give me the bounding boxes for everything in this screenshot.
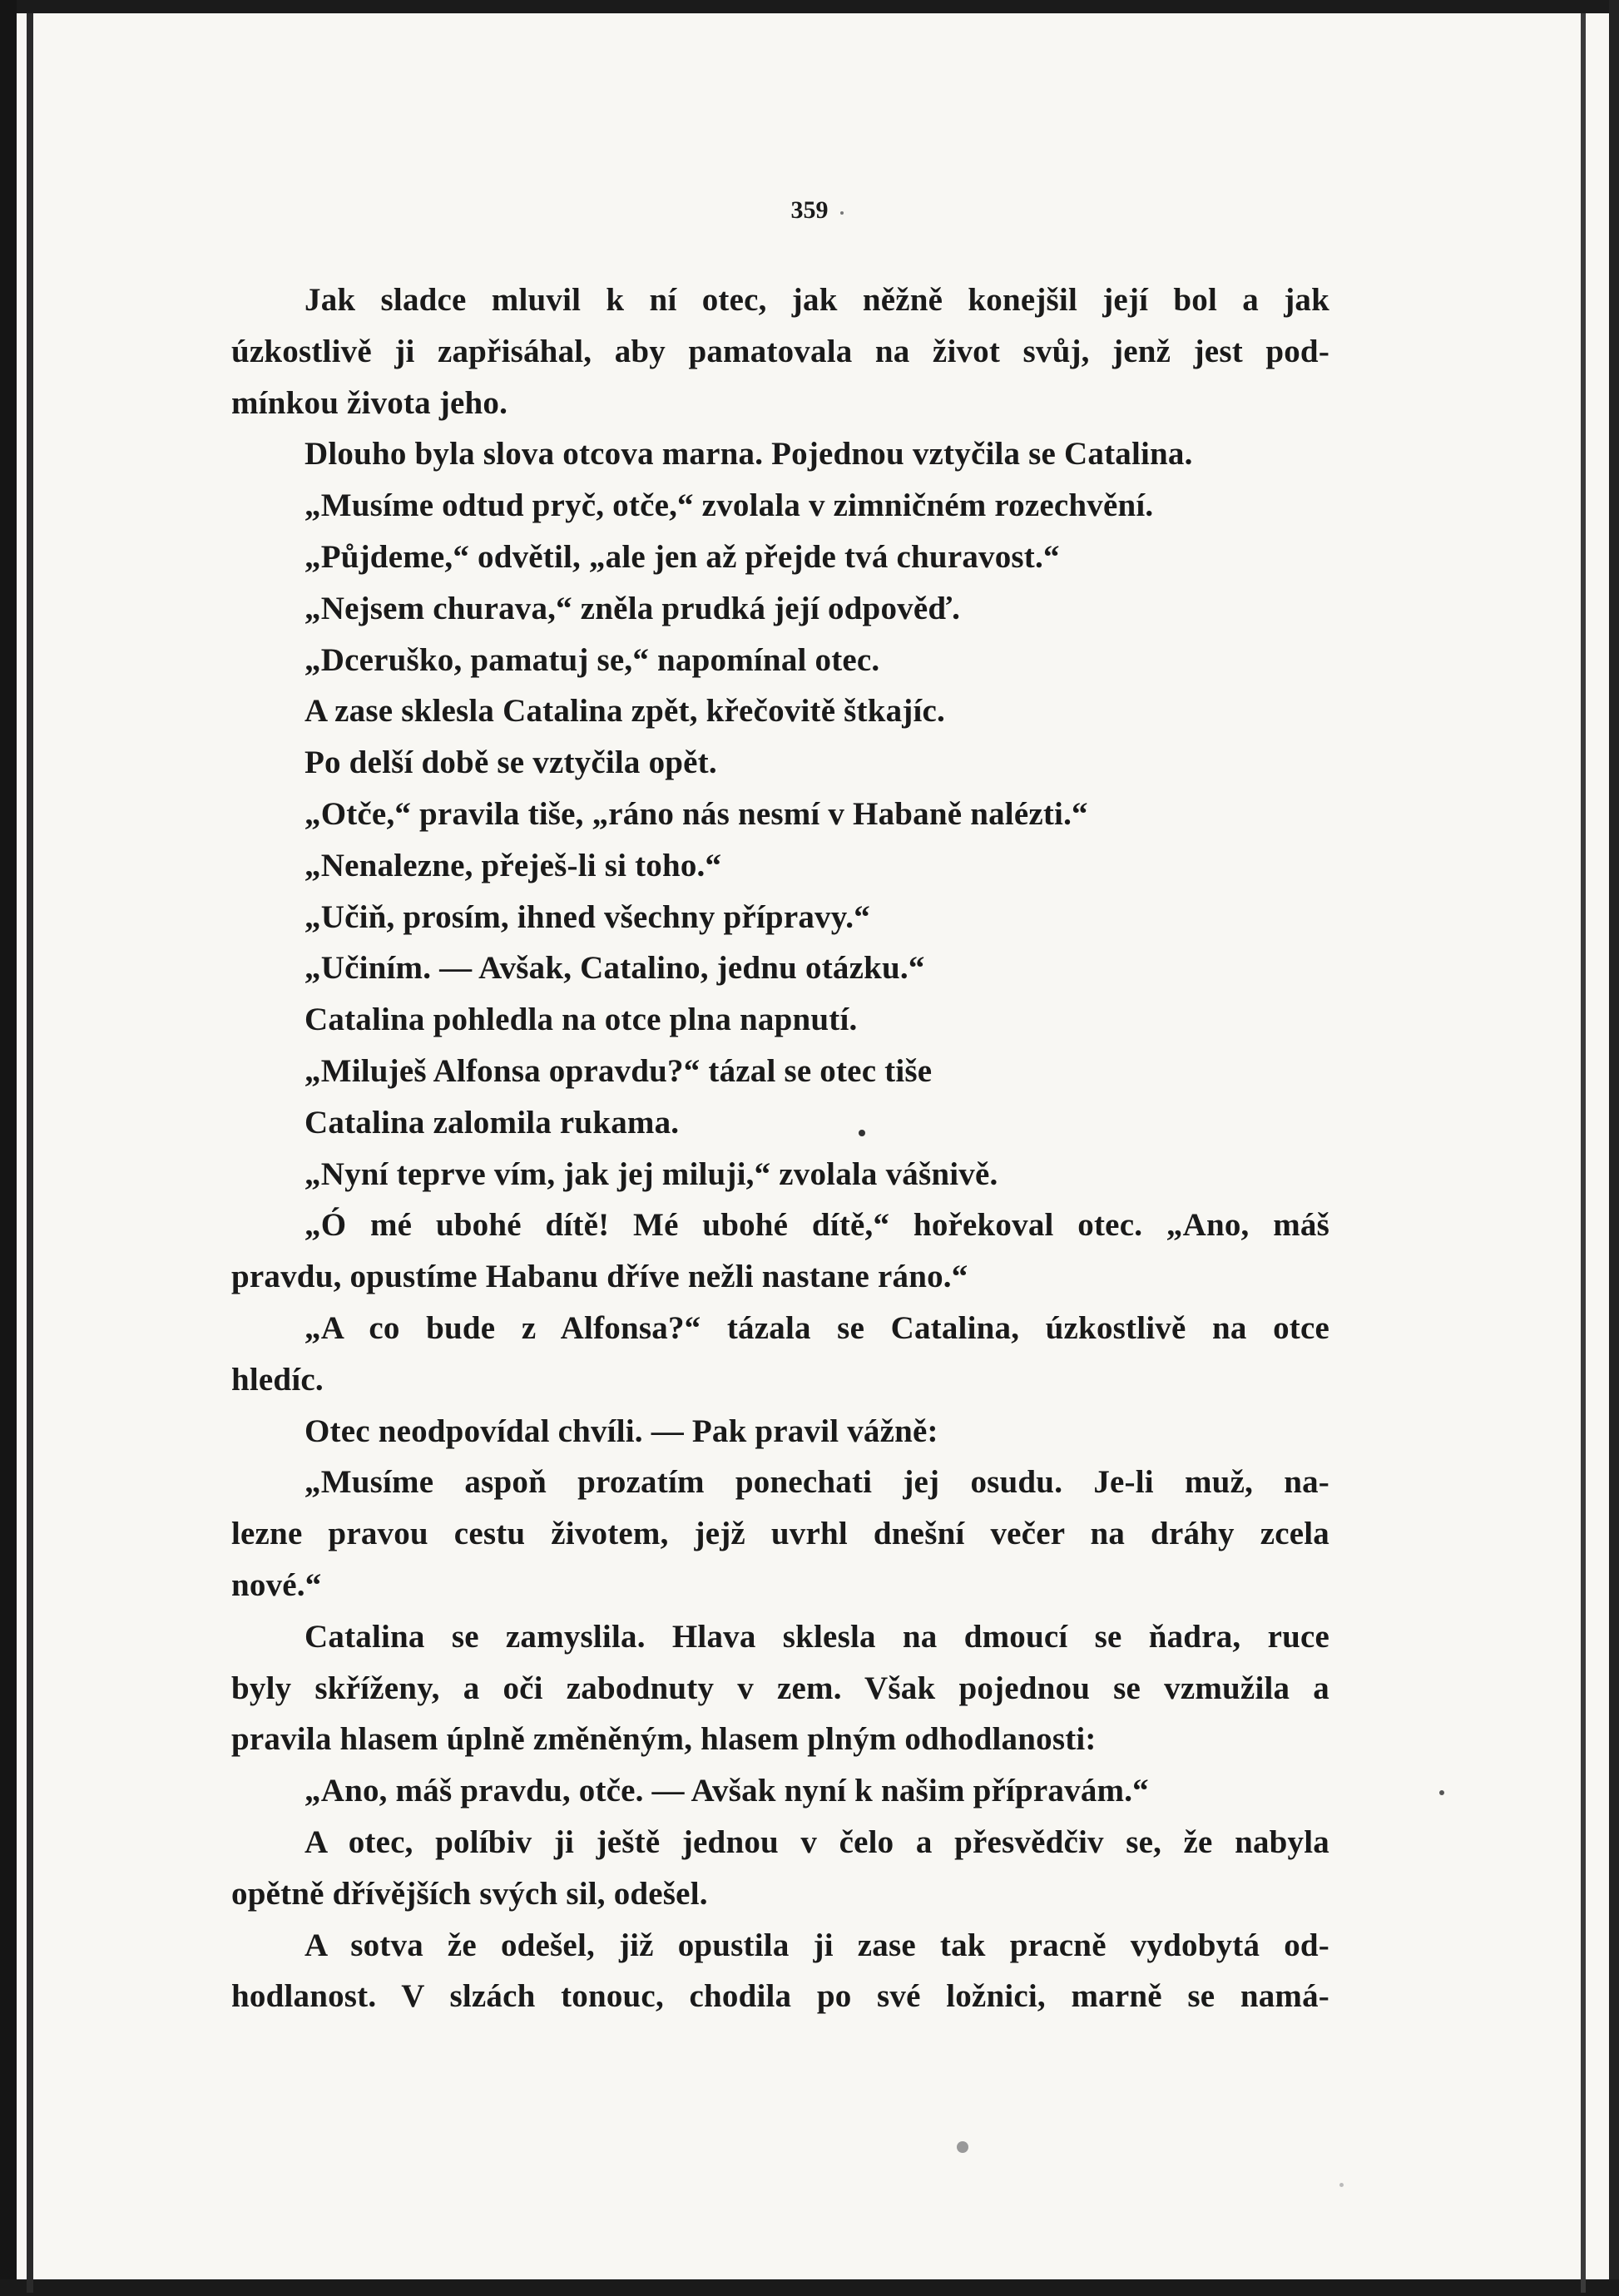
page-gutter-line <box>27 13 33 2293</box>
text-line: „Půjdeme,“ odvětil, „ale jen až přejde tvá churavost.“ <box>304 538 1060 575</box>
scan-edge-top <box>0 0 1619 13</box>
text-line: „Ano, máš pravdu, otče. — Avšak nyní k našim přípravám.“ <box>304 1773 1149 1809</box>
text-line: „Ó mé ubohé dítě! Mé ubohé dítě,“ hořekoval otec. „Ano, máš <box>304 1207 1329 1244</box>
text-line: „Nejsem churava,“ zněla prudká její odpověď. <box>304 590 961 626</box>
page-number: 359 <box>790 196 829 224</box>
scan-edge-left <box>0 0 17 2296</box>
text-line: Dlouho byla slova otcova marna. Pojednou vztyčila se Catalina. <box>304 436 1193 473</box>
text-line: Po delší době se vztyčila opět. <box>304 745 717 781</box>
text-line: A zase sklesla Catalina zpět, křečovitě štkajíc. <box>304 693 945 730</box>
text-line: „Miluješ Alfonsa opravdu?“ tázal se otec tiše <box>304 1052 933 1089</box>
text-line: pravila hlasem úplně změněným, hlasem plným odhodlanosti: <box>231 1721 1097 1758</box>
text-line: „Otče,“ pravila tiše, „ráno nás nesmí v Habaně nalézti.“ <box>304 795 1088 832</box>
text-line: „Nyní teprve vím, jak jej miluji,“ zvolala vášnivě. <box>304 1155 998 1192</box>
scan-edge-right <box>1609 0 1619 2296</box>
text-line: hledíc. <box>231 1361 324 1398</box>
text-line: Catalina pohledla na otce plna napnutí. <box>304 1002 858 1038</box>
text-line: pravdu, opustíme Habanu dříve nežli nastane ráno.“ <box>231 1259 968 1295</box>
text-line: „Učiním. — Avšak, Catalino, jednu otázku.“ <box>304 950 925 987</box>
text-line: A sotva že odešel, již opustila ji zase tak pracně vydobytá od- <box>304 1927 1329 1963</box>
text-line: „A co bude z Alfonsa?“ tázala se Catalina, úzkostlivě na otce <box>304 1309 1329 1346</box>
text-line: Jak sladce mluvil k ní otec, jak něžně konejšil její bol a jak <box>304 282 1329 318</box>
scan-edge-bottom <box>0 2279 1619 2296</box>
text-line: hodlanost. V slzách tonouc, chodila po své ložnici, marně se namá- <box>231 1978 1329 2015</box>
text-line: úzkostlivě ji zapřisáhal, aby pamatovala na život svůj, jenž jest pod- <box>231 333 1329 369</box>
text-line: mínkou života jeho. <box>231 384 508 421</box>
text-line: lezne pravou cestu životem, jejž uvrhl dnešní večer na dráhy zcela <box>231 1516 1329 1552</box>
text-line: Catalina se zamyslila. Hlava sklesla na dmoucí se ňadra, ruce <box>304 1618 1329 1655</box>
text-line: byly skříženy, a oči zabodnuty v zem. Však pojednou se vzmužila a <box>231 1670 1329 1706</box>
scan-speck <box>1439 1790 1444 1795</box>
body-text <box>231 275 1329 2022</box>
text-line: nové.“ <box>231 1566 322 1603</box>
text-line: Catalina zalomila rukama. <box>304 1104 680 1141</box>
text-line: „Musíme aspoň prozatím ponechati jej osudu. Je-li muž, na- <box>304 1464 1329 1501</box>
text-line: „Dceruško, pamatuj se,“ napomínal otec. <box>304 641 880 678</box>
text-line: „Musíme odtud pryč, otče,“ zvolala v zimničném rozechvění. <box>304 487 1154 524</box>
text-line: „Učiň, prosím, ihned všechny přípravy.“ <box>304 898 870 935</box>
text-line: A otec, políbiv ji ještě jednou v čelo a přesvědčiv se, že nabyla <box>304 1823 1329 1860</box>
text-line: opětně dřívějších svých sil, odešel. <box>231 1875 708 1912</box>
text-line: „Nenalezne, přeješ-li si toho.“ <box>304 847 722 883</box>
text-line: Otec neodpovídal chvíli. — Pak pravil vážně: <box>304 1413 938 1449</box>
scan-speck <box>1339 2183 1344 2187</box>
page-right-border-line <box>1581 13 1586 2293</box>
scan-speck <box>957 2141 968 2153</box>
